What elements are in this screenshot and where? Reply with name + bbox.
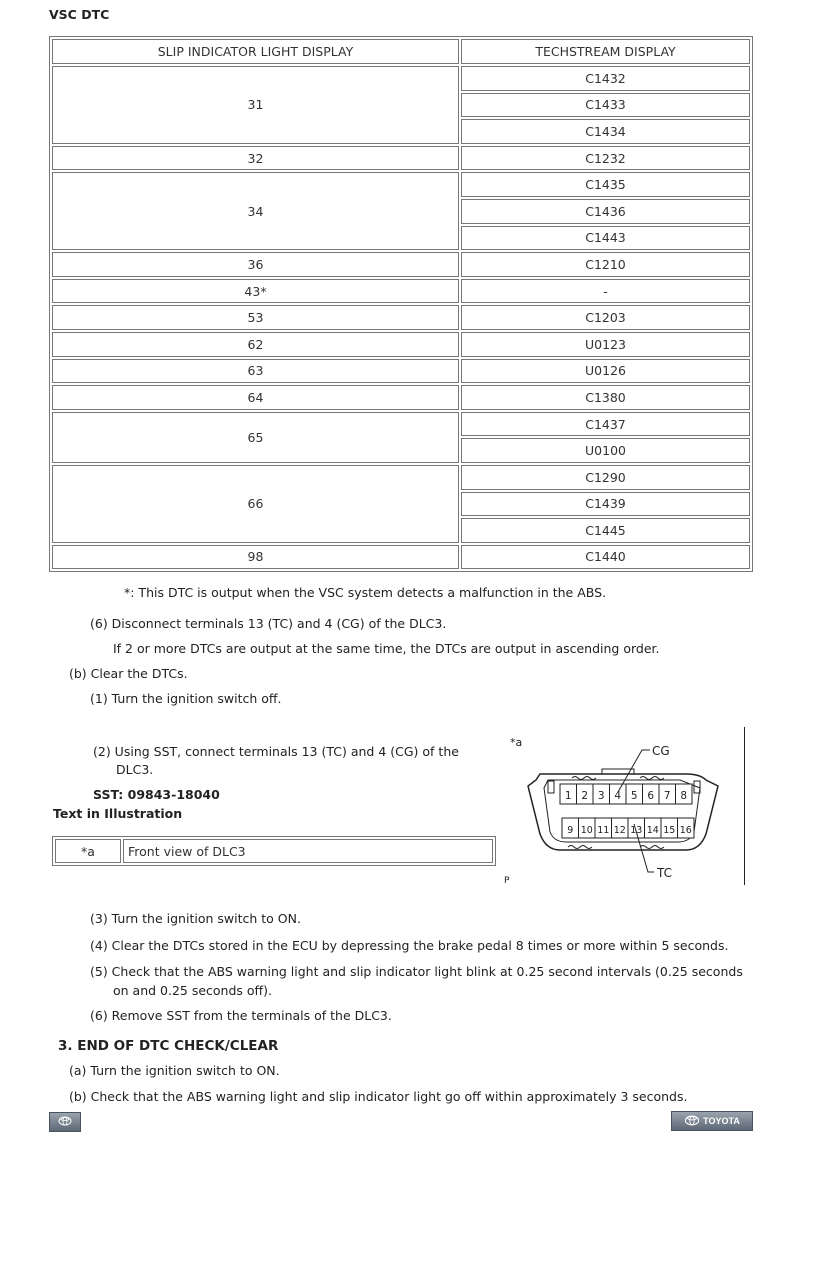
text-in-illustration-heading: Text in Illustration [53, 806, 183, 821]
techstream-dtc: C1290 [461, 465, 750, 490]
divider-line [744, 727, 745, 885]
table-row [52, 359, 750, 384]
slip-indicator-code: 34 [52, 172, 459, 250]
techstream-dtc: U0123 [461, 332, 750, 357]
dtc-table-body [52, 66, 750, 569]
connector-pin-label: 10 [580, 825, 593, 836]
techstream-dtc: U0100 [461, 438, 750, 463]
diagram-label-cg: CG [652, 744, 670, 758]
diagram-label-p: P [504, 876, 510, 886]
slip-indicator-code: 43* [52, 279, 459, 304]
table-row [52, 66, 750, 91]
dtc-table [49, 36, 753, 572]
step-remove-sst: (6) Remove SST from the terminals of the DLC3. [90, 1008, 392, 1023]
slip-indicator-code: 66 [52, 465, 459, 543]
table-row [52, 172, 750, 197]
column-header: SLIP INDICATOR LIGHT DISPLAY [52, 39, 459, 64]
slip-indicator-code: 36 [52, 252, 459, 277]
techstream-dtc: C1432 [461, 66, 750, 91]
step-ignition-off: (1) Turn the ignition switch off. [90, 691, 282, 706]
step-ignition-on-end: (a) Turn the ignition switch to ON. [69, 1063, 280, 1078]
table-row [52, 545, 750, 570]
toyota-logo-icon [684, 1115, 700, 1128]
latch-left [548, 781, 554, 793]
connector-pin-label: 12 [613, 825, 626, 836]
techstream-dtc: C1440 [461, 545, 750, 570]
connector-pin-label: 11 [597, 825, 610, 836]
step-clear-ecu: (4) Clear the DTCs stored in the ECU by depressing the brake pedal 8 times or more within 5 seconds. [90, 938, 729, 953]
diagram-label-tc: TC [657, 866, 673, 880]
step-check-blink-cont: on and 0.25 seconds off). [113, 983, 273, 998]
connector-pin-label: 7 [663, 790, 671, 802]
slip-indicator-code: 62 [52, 332, 459, 357]
techstream-dtc: C1435 [461, 172, 750, 197]
techstream-dtc: C1439 [461, 492, 750, 517]
bottom-ridge [640, 846, 664, 849]
slip-indicator-code: 32 [52, 146, 459, 171]
toyota-logo-icon [58, 1116, 72, 1128]
techstream-dtc: C1434 [461, 119, 750, 144]
connector-pin-label: 14 [646, 825, 659, 836]
toyota-home-button[interactable] [671, 1111, 753, 1131]
step-check-blink: (5) Check that the ABS warning light and slip indicator light blink at 0.25 second intervals (0.25 seconds [90, 964, 743, 979]
footnote: *: This DTC is output when the VSC system detects a malfunction in the ABS. [124, 585, 607, 600]
illustration-key: *a [55, 839, 121, 863]
connector-pin-label: 6 [647, 790, 655, 802]
connector-pin-label: 3 [597, 790, 605, 802]
techstream-dtc: U0126 [461, 359, 750, 384]
slip-indicator-code: 63 [52, 359, 459, 384]
section-title: VSC DTC [49, 7, 110, 22]
section-3-title: 3. END OF DTC CHECK/CLEAR [58, 1038, 279, 1054]
table-row [52, 252, 750, 277]
table-row [52, 412, 750, 437]
slip-indicator-code: 65 [52, 412, 459, 463]
dlc3-connector-diagram [500, 728, 740, 888]
step-disconnect: (6) Disconnect terminals 13 (TC) and 4 (CG) of the DLC3. [90, 616, 447, 631]
table-row [52, 279, 750, 304]
techstream-dtc: - [461, 279, 750, 304]
techstream-dtc: C1443 [461, 226, 750, 251]
table-row [52, 332, 750, 357]
techstream-dtc: C1203 [461, 305, 750, 330]
top-ridge [640, 777, 664, 780]
step-check-lights-off: (b) Check that the ABS warning light and slip indicator light go off within approximately 3 seconds. [69, 1089, 688, 1104]
connector-pin-label: 1 [564, 790, 572, 802]
toyota-label: TOYOTA [703, 1116, 740, 1126]
bottom-pin-row [562, 818, 694, 838]
sst-label: SST: 09843-18040 [93, 787, 220, 802]
connector-pin-label: 16 [679, 825, 692, 836]
step-ignition-on: (3) Turn the ignition switch to ON. [90, 911, 301, 926]
step-connect-sst: (2) Using SST, connect terminals 13 (TC) and 4 (CG) of the [93, 744, 459, 759]
table-row [55, 839, 493, 863]
techstream-dtc: C1232 [461, 146, 750, 171]
techstream-dtc: C1445 [461, 518, 750, 543]
connector-pin-label: 5 [630, 790, 638, 802]
techstream-dtc: C1436 [461, 199, 750, 224]
connector-pin-label: 13 [630, 825, 643, 836]
step-note: If 2 or more DTCs are output at the same time, the DTCs are output in ascending order. [113, 641, 660, 656]
slip-indicator-code: 31 [52, 66, 459, 144]
table-row [52, 465, 750, 490]
connector-pin-label: 15 [663, 825, 676, 836]
slip-indicator-code: 64 [52, 385, 459, 410]
techstream-dtc: C1210 [461, 252, 750, 277]
column-header: TECHSTREAM DISPLAY [461, 39, 750, 64]
table-row [52, 146, 750, 171]
slip-indicator-code: 53 [52, 305, 459, 330]
techstream-dtc: C1433 [461, 93, 750, 118]
table-row [52, 385, 750, 410]
step-connect-sst-cont: DLC3. [116, 762, 154, 777]
techstream-dtc: C1380 [461, 385, 750, 410]
connector-pin-label: 9 [567, 825, 574, 836]
connector-pin-label: 2 [581, 790, 589, 802]
table-header-row [52, 39, 750, 64]
step-clear-dtcs: (b) Clear the DTCs. [69, 666, 188, 681]
back-button[interactable] [49, 1112, 81, 1132]
illustration-table [52, 836, 496, 866]
connector-pin-label: 8 [680, 790, 688, 802]
table-row [52, 305, 750, 330]
top-ridge [572, 777, 596, 780]
diagram-label-a: *a [510, 736, 523, 749]
bottom-ridge [568, 846, 592, 849]
slip-indicator-code: 98 [52, 545, 459, 570]
top-pin-row [560, 784, 692, 804]
connector-pin-label: 4 [614, 790, 622, 802]
techstream-dtc: C1437 [461, 412, 750, 437]
illustration-value: Front view of DLC3 [123, 839, 493, 863]
